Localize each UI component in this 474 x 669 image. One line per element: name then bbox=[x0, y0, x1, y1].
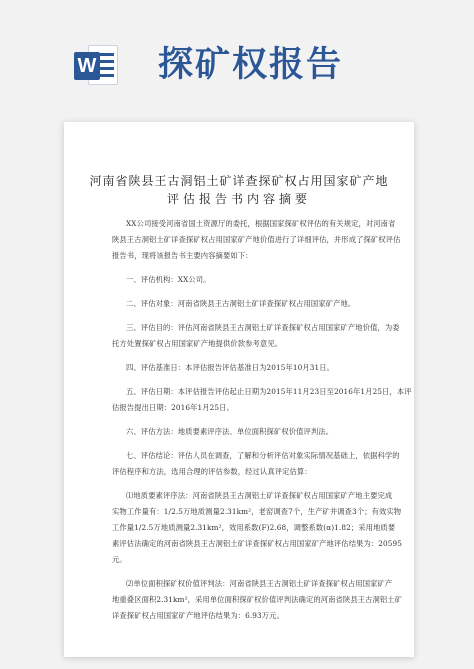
paragraph-line: 一、评估机构：XX公司。 bbox=[126, 275, 211, 284]
paragraph-line: 地重叠区面积2.31km²，采用单位面积探矿权价值评判法确定的河南省陕县王古洞铝土矿 bbox=[112, 595, 403, 604]
paragraph-line: XX公司接受河南省国土资源厅的委托，根据国家探矿权评估的有关规定，对河南省 bbox=[126, 219, 396, 228]
paragraph-line: 六、评估方法：地质要素评序法、单位面积探矿权价值评判法。 bbox=[126, 427, 334, 436]
document-title-line-1: 河南省陕县王古洞铝土矿详查探矿权占用国家矿产地 bbox=[89, 174, 389, 188]
document-title-line-2: 评估报告书内容摘要 bbox=[166, 192, 311, 206]
banner-title: 探矿权报告 bbox=[158, 45, 344, 85]
paragraph-line: 二、评估对象：河南省陕县王古洞铝土矿详查探矿权占用国家矿产地。 bbox=[126, 299, 356, 308]
paragraph-line: 七、评估结论：评估人员在调查，了解和分析评估对象实际情况基础上，依据科学的 bbox=[126, 451, 400, 460]
paragraph-line: 四、评估基准日：本评估报告评估基准日为2015年10月31日。 bbox=[126, 363, 335, 372]
paragraph-line: ⑵单位面积探矿权价值评判法：河南省陕县王古洞铝土矿详查探矿权占用国家矿产 bbox=[126, 579, 393, 588]
paragraph-line: 元。 bbox=[112, 555, 127, 564]
paragraph-line: 估报告提出日期：2016年1月25日。 bbox=[112, 403, 234, 412]
paragraph-line: 三、评估目的：评估河南省陕县王古洞铝土矿详查探矿权占用国家矿产地价值，为委 bbox=[126, 323, 400, 332]
paragraph-line: 工作量1/2.5万地质测量2.31km²，效用系数(F)2.68，调整系数(α)1.82；采用地质要 bbox=[112, 523, 396, 532]
paragraph-line: ⑴地质要素评序法：河南省陕县王古洞铝土矿详查探矿权占用国家矿产地主要完成 bbox=[126, 491, 393, 500]
document-page bbox=[64, 122, 414, 657]
paragraph-line: 评估程序和方法，选用合理的评估参数，经过认真评定估算： bbox=[112, 467, 312, 476]
paragraph-line: 实物工作量有：1/2.5万地质测量2.31km²，老窑调查7个，生产矿井调查3个；有效实物 bbox=[112, 507, 402, 516]
paragraph-line: 详查探矿权占用国家矿产地评估结果为：6.93万元。 bbox=[112, 611, 284, 620]
paragraph-line: 报告书，现将该报告书主要内容摘要如下： bbox=[112, 251, 253, 260]
paragraph-line: 五、评估日期：本评估报告评估起止日期为2015年11月23日至2016年1月25日，本评 bbox=[126, 387, 412, 396]
word-app-icon bbox=[74, 42, 118, 88]
paragraph-line: 托方处置探矿权占用国家矿产地提供价款参考意见。 bbox=[112, 339, 283, 348]
word-badge: W bbox=[74, 52, 100, 80]
paragraph-line: 素评估法确定的河南省陕县王古洞铝土矿详查探矿权占用国家矿产地评估结果为：20595 bbox=[112, 539, 402, 548]
paragraph-line: 陕县王古洞铝土矿详查探矿权占用国家矿产地价值进行了详细评估，并形成了探矿权评估 bbox=[112, 235, 401, 244]
